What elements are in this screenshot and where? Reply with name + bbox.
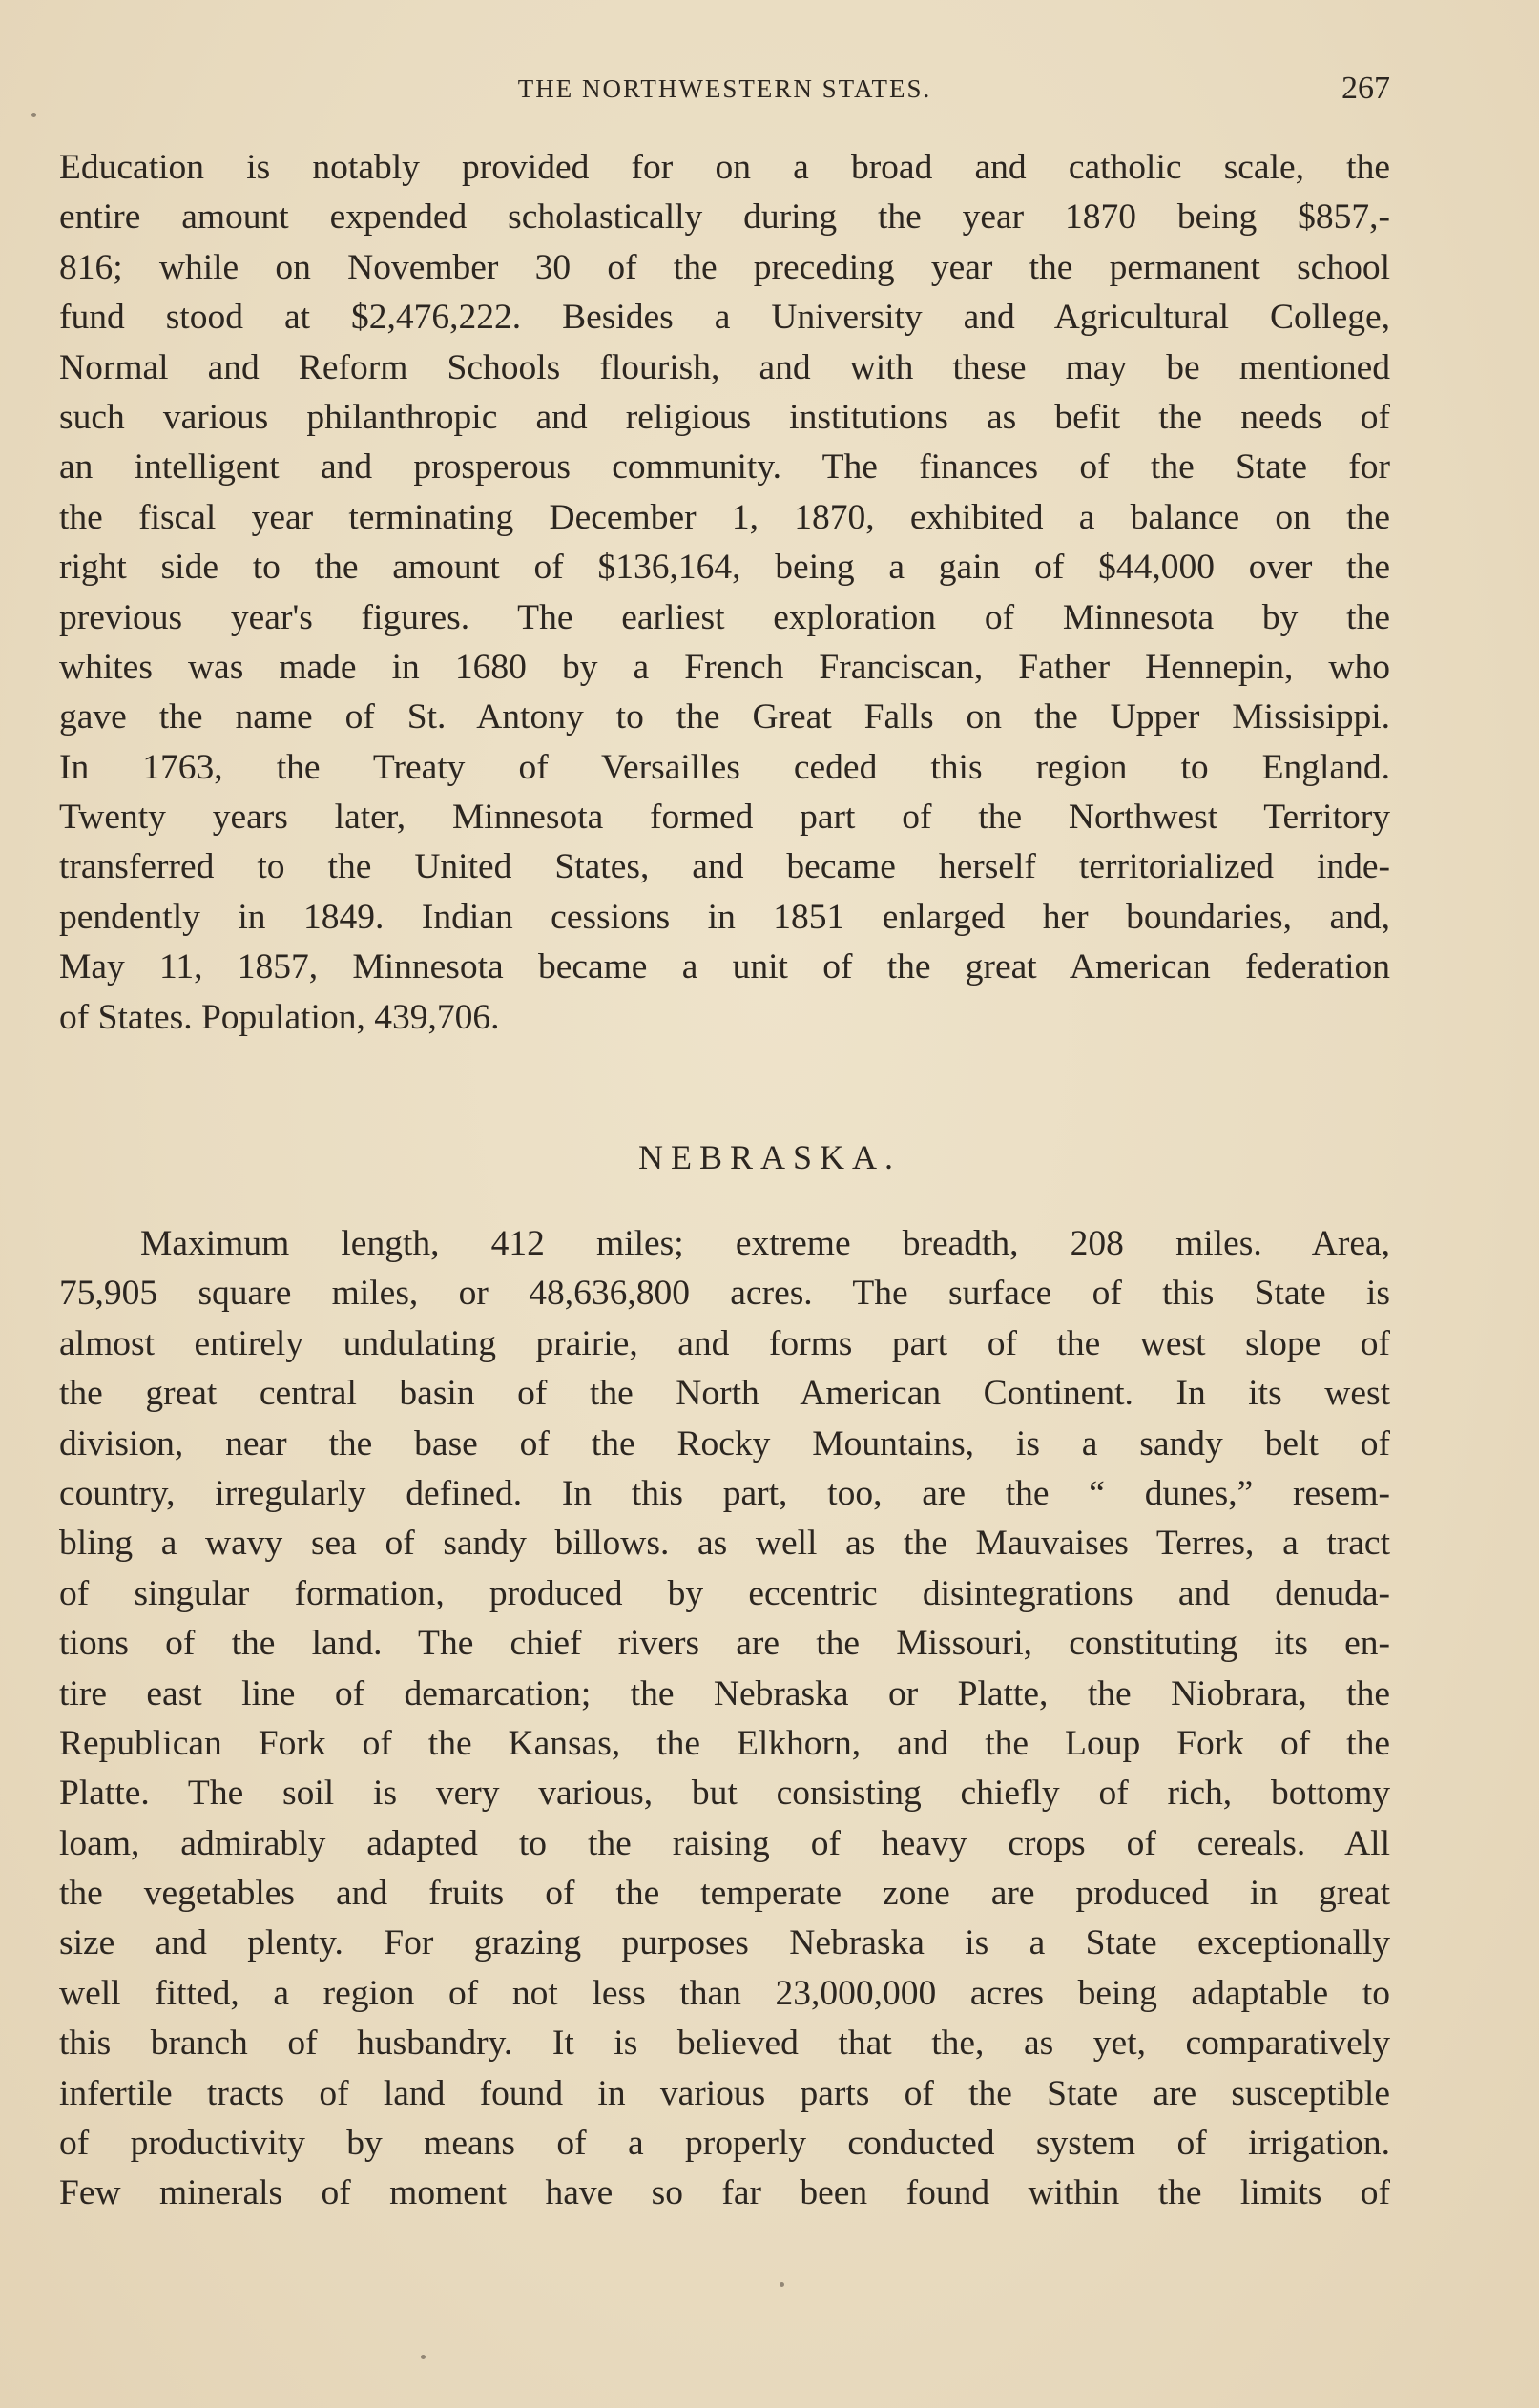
- text-line: almost entirely undulating prairie, and forms part of the west slope of: [59, 1323, 1390, 1363]
- text-line: tire east line of demarcation; the Nebraska or Platte, the Niobrara, the: [59, 1673, 1390, 1713]
- text-line: such various philanthropic and religious institutions as befit the needs of: [59, 397, 1390, 437]
- text-line: 75,905 square miles, or 48,636,800 acres. The surface of this State is: [59, 1274, 1390, 1314]
- text-line: fund stood at $2,476,222. Besides a University and Agricultural College,: [59, 298, 1390, 338]
- running-head: [59, 71, 1390, 113]
- text-line: Twenty years later, Minnesota formed part of the Northwest Territory: [59, 798, 1390, 838]
- text-line: Normal and Reform Schools flourish, and with these may be mentioned: [59, 347, 1390, 387]
- text-line: Republican Fork of the Kansas, the Elkhorn, and the Loup Fork of the: [59, 1723, 1390, 1763]
- text-line: 816; while on November 30 of the preceding year the permanent school: [59, 247, 1390, 287]
- paper-speck: [31, 113, 36, 117]
- section-heading-nebraska: NEBRASKA.: [637, 1138, 902, 1176]
- text-line: this branch of husbandry. It is believed that the, as yet, comparatively: [59, 2024, 1390, 2064]
- text-line: size and plenty. For grazing purposes Nebraska is a State exceptionally: [59, 1923, 1390, 1963]
- text-line: right side to the amount of $136,164, being a gain of $44,000 over the: [59, 548, 1390, 588]
- text-line: country, irregularly defined. In this part, too, are the “ dunes,” resem-: [59, 1473, 1390, 1513]
- page-number: 267: [1341, 71, 1390, 106]
- running-title: THE NORTHWESTERN STATES.: [517, 74, 932, 103]
- text-line: May 11, 1857, Minnesota became a unit of the great American federation: [59, 947, 1390, 987]
- minnesota-paragraph: [59, 143, 1390, 1043]
- text-line: division, near the base of the Rocky Mountains, is a sandy belt of: [59, 1423, 1390, 1463]
- text-line: transferred to the United States, and became herself territorialized inde-: [59, 847, 1390, 887]
- text-line: pendently in 1849. Indian cessions in 1851 enlarged her boundaries, and,: [59, 897, 1390, 937]
- text-line: of productivity by means of a properly conducted system of irrigation.: [59, 2124, 1390, 2164]
- text-line: Maximum length, 412 miles; extreme breadth, 208 miles. Area,: [140, 1224, 1390, 1263]
- paper-speck: [421, 2355, 426, 2359]
- text-line: gave the name of St. Antony to the Great Falls on the Upper Missisippi.: [59, 697, 1390, 737]
- text-line: whites was made in 1680 by a French Franciscan, Father Hennepin, who: [59, 647, 1390, 687]
- text-line: of States. Population, 439,706.: [59, 997, 500, 1037]
- text-line: well fitted, a region of not less than 23,000,000 acres being adaptable to: [59, 1973, 1390, 2013]
- text-line: infertile tracts of land found in various parts of the State are susceptible: [59, 2073, 1390, 2113]
- text-line: In 1763, the Treaty of Versailles ceded this region to England.: [59, 747, 1390, 787]
- text-line: of singular formation, produced by eccentric disintegrations and denuda-: [59, 1573, 1390, 1613]
- text-line: bling a wavy sea of sandy billows. as well as the Mauvaises Terres, a tract: [59, 1524, 1390, 1564]
- text-line: Education is notably provided for on a broad and catholic scale, the: [59, 148, 1390, 187]
- paper-speck: [780, 2282, 784, 2287]
- text-line: Platte. The soil is very various, but consisting chiefly of rich, bottomy: [59, 1774, 1390, 1814]
- text-line: an intelligent and prosperous community. The finances of the State for: [59, 447, 1390, 488]
- text-line: the vegetables and fruits of the temperate zone are produced in great: [59, 1874, 1390, 1914]
- text-line: entire amount expended scholastically during the year 1870 being $857,-: [59, 197, 1390, 238]
- text-line: tions of the land. The chief rivers are the Missouri, constituting its en-: [59, 1624, 1390, 1664]
- text-line: loam, admirably adapted to the raising of heavy crops of cereals. All: [59, 1823, 1390, 1863]
- text-line: Few minerals of moment have so far been found within the limits of: [59, 2173, 1390, 2213]
- nebraska-paragraph: [59, 1219, 1390, 2219]
- text-line: the fiscal year terminating December 1, 1870, exhibited a balance on the: [59, 497, 1390, 537]
- text-line: previous year's figures. The earliest exploration of Minnesota by the: [59, 597, 1390, 637]
- text-line: the great central basin of the North American Continent. In its west: [59, 1374, 1390, 1414]
